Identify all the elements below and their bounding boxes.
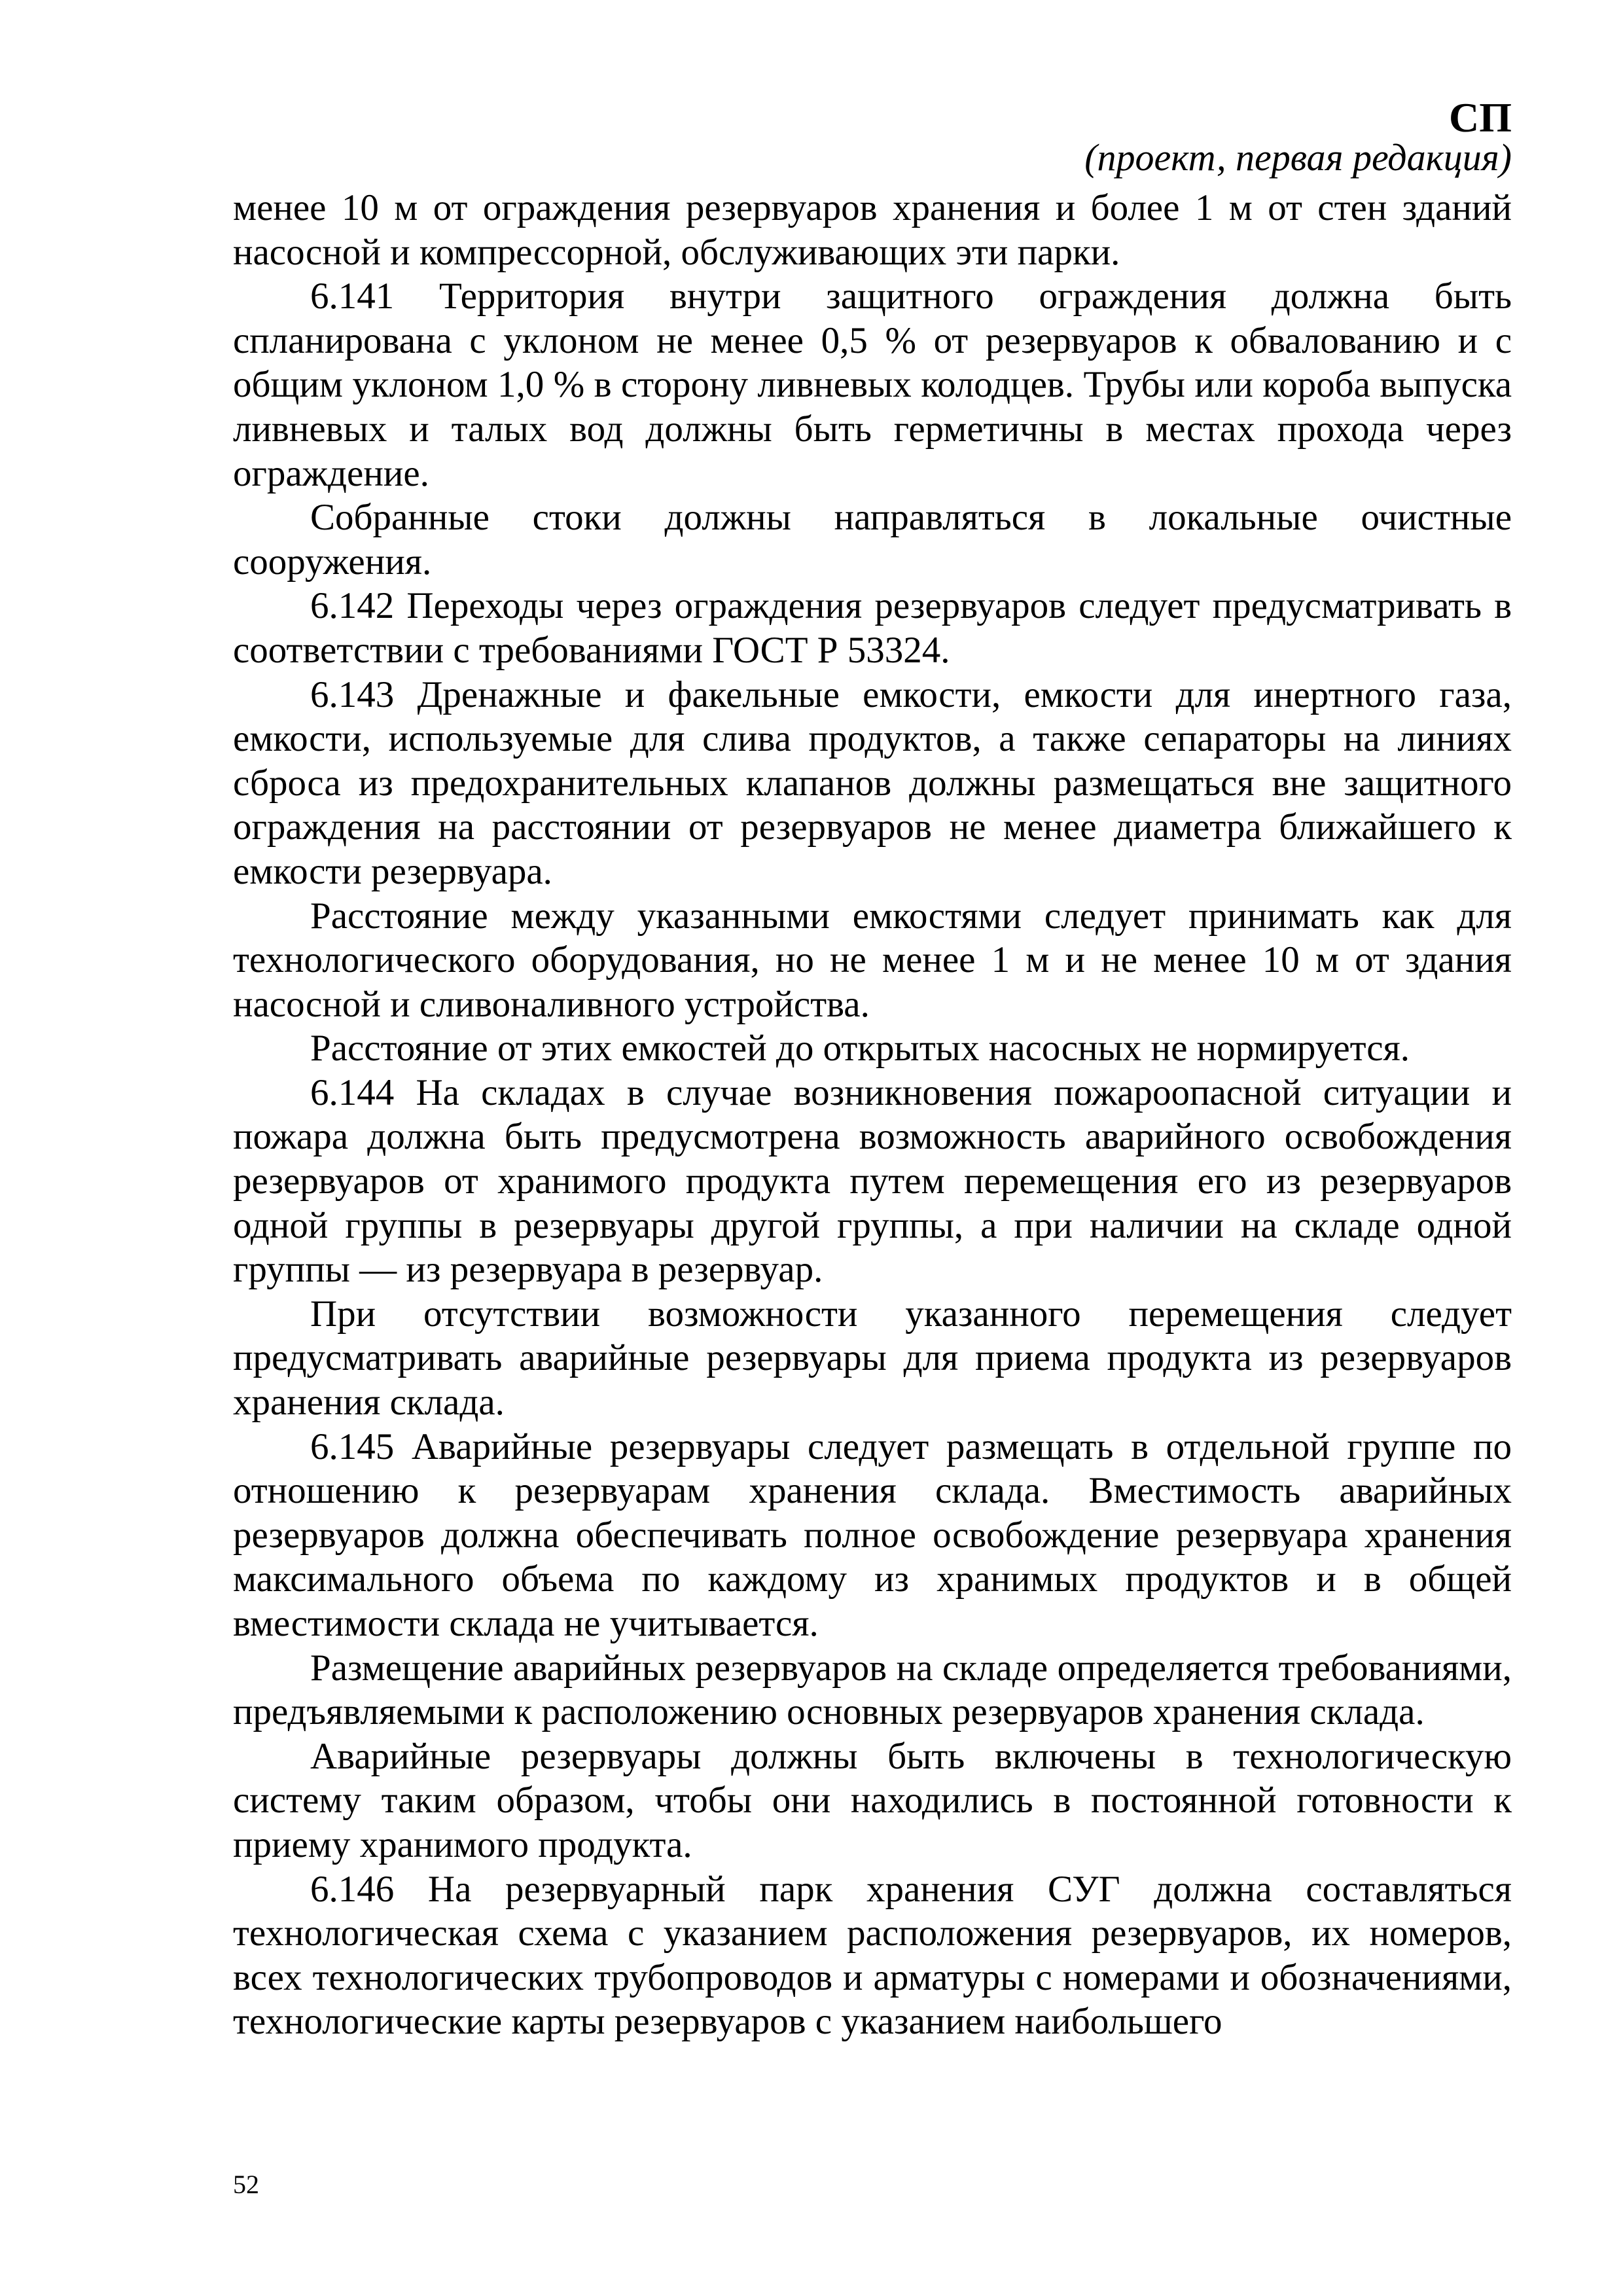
edition-note: (проект, первая редакция)	[1084, 136, 1512, 179]
paragraph-6-146: 6.146 На резервуарный парк хранения СУГ должна составляться технологическая схема с указанием расположения резервуаров, их номеров, всех технологических трубопроводов и арматуры с номерами и обозначениями, технологические карты резервуаров с указанием наибольшего	[233, 1868, 1512, 2043]
document-code: СП	[1449, 94, 1512, 141]
paragraph-distance-to-pumps: Расстояние от этих емкостей до открытых насосных не нормируется.	[310, 1028, 1410, 1069]
paragraph-emergency-tanks-readiness: Аварийные резервуары должны быть включены в технологическую систему таким образом, чтобы они находились в постоянной готовности к приему хранимого продукта.	[233, 1735, 1512, 1865]
paragraph-emergency-tanks-placement: Размещение аварийных резервуаров на складе определяется требованиями, предъявляемыми к расположению основных резервуаров хранения склада.	[233, 1647, 1512, 1733]
paragraph-6-143: 6.143 Дренажные и факельные емкости, емкости для инертного газа, емкости, используемые для слива продуктов, а также сепараторы на линиях сброса из предохранительных клапанов должны размещаться вне защитного ограждения на расстоянии от резервуаров не менее диаметра ближайшего к емкости резервуара.	[233, 673, 1512, 892]
page-number: 52	[233, 2170, 259, 2199]
paragraph-collected-runoff: Собранные стоки должны направляться в локальные очистные сооружения.	[233, 497, 1512, 583]
paragraph-6-145: 6.145 Аварийные резервуары следует размещать в отдельной группе по отношению к резервуарам хранения склада. Вместимость аварийных резервуаров должна обеспечивать полное освобождение резервуара хранения максимального объема по каждому из хранимых продуктов и в общей вместимости склада не учитывается.	[233, 1426, 1512, 1644]
document-body	[233, 186, 1512, 2044]
paragraph-continuation: менее 10 м от ограждения резервуаров хранения и более 1 м от стен зданий насосной и компрессорной, обслуживающих эти парки.	[233, 187, 1512, 273]
paragraph-6-142: 6.142 Переходы через ограждения резервуаров следует предусматривать в соответствии с требованиями ГОСТ Р 53324.	[233, 585, 1512, 671]
paragraph-emergency-tanks-provision: При отсутствии возможности указанного перемещения следует предусматривать аварийные резервуары для приема продукта из резервуаров хранения склада.	[233, 1293, 1512, 1424]
paragraph-distance-between-tanks: Расстояние между указанными емкостями следует принимать как для технологического оборудования, но не менее 1 м и не менее 10 м от здания насосной и сливоналивного устройства.	[233, 895, 1512, 1025]
paragraph-6-144: 6.144 На складах в случае возникновения пожароопасной ситуации и пожара должна быть предусмотрена возможность аварийного освобождения резервуаров от хранимого продукта путем перемещения его из резервуаров одной группы в резервуары другой группы, а при наличии на складе одной группы — из резервуара в резервуар.	[233, 1071, 1512, 1291]
paragraph-6-141: 6.141 Территория внутри защитного ограждения должна быть спланирована с уклоном не менее 0,5 % от резервуаров к обвалованию и с общим уклоном 1,0 % в сторону ливневых колодцев. Трубы или короба выпуска ливневых и талых вод должны быть герметичны в местах прохода через ограждение.	[233, 276, 1512, 494]
